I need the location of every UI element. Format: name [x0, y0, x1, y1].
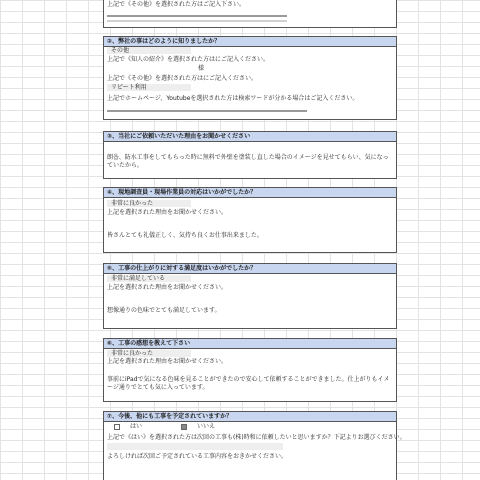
section-4 — [103, 187, 397, 253]
section-7-no-label: いいえ — [197, 423, 216, 430]
section-6-answer[interactable]: 事前にiPadで気になる色味を見ることができたので安心して依頼することができました。仕上がりもイメージ通りでとても気に入っています。 — [107, 376, 390, 391]
section-7-yes-checkbox[interactable] — [114, 424, 120, 430]
section-4-option[interactable]: 非常に良かった — [107, 200, 191, 207]
section-7-next-select[interactable] — [107, 443, 283, 450]
section-1-tail — [103, 0, 397, 28]
section-2-option-2[interactable]: リピート利用 — [107, 84, 191, 91]
section-4-answer[interactable]: 皆さんとても礼儀正しく、気持ち良くお仕事出来ました。 — [107, 232, 263, 239]
section-3-title: ③、当社にご依頼いただいた理由をお聞かせください — [104, 132, 396, 142]
section-7-title: ⑦、今後、他にも工事を予定されていますか？ — [104, 412, 396, 422]
section-2-answer-line — [107, 110, 307, 112]
section-7 — [103, 411, 406, 480]
section-1-answer-line — [107, 15, 287, 17]
section-2-other-note: 上記で《その他》を選択された方はにご記入ください。 — [107, 75, 258, 82]
section-3 — [103, 131, 397, 179]
section-6-reason-note: 上記を選択された理由をお聞かせください。 — [107, 358, 228, 365]
section-5-answer[interactable]: 想像通りの色味でとても満足しています。 — [107, 307, 221, 314]
section-7-plan-note: よろしければ次回ご予定されている工事内容をおきかせください。 — [107, 453, 288, 460]
section-5 — [103, 263, 397, 329]
section-1-answer-line-2 — [107, 20, 287, 22]
section-5-option[interactable]: 非常に満足している — [107, 275, 191, 282]
section-5-reason-note: 上記を選択された理由をお聞かせください。 — [107, 284, 228, 291]
section-7-next-note: 上記で《はい》を選択された方は次回の工事も(株)時和に依頼したいと思いますか？下記よりお選びください。 — [107, 434, 406, 441]
section-6-option[interactable]: 非常に良かった — [107, 350, 191, 357]
section-2 — [103, 36, 397, 120]
section-4-title: ④、現地調査員・現場作業員の対応はいかがでしたか？ — [104, 188, 396, 198]
section-1-other-note: 上記で《その他》を選択された方はご記入下さい。 — [107, 1, 246, 8]
section-2-referral-note: 上記で《知人の紹介》を選択された方はにご記入ください。 — [107, 56, 270, 63]
section-3-answer[interactable]: 朗읍、防水工事をしてもらった時に無料で外壁を塗装し直した場合のイメージを見せてもらい、気になっていたから。 — [107, 154, 389, 169]
section-7-yes-label: はい — [130, 423, 143, 430]
section-2-referral-answer[interactable]: 様 — [198, 65, 205, 72]
section-6-title: ⑥、工事の感想を教えて下さい — [104, 339, 396, 349]
section-4-reason-note: 上記を選択された理由をお聞かせください。 — [107, 209, 228, 216]
section-2-search-note: 上記でホームページ、Youtubeを選択された方は検索ワードが分かる場合はご記入ください。 — [107, 95, 359, 102]
section-7-no-checkbox[interactable] — [181, 424, 187, 430]
section-6 — [103, 338, 397, 402]
section-2-title: ②、弊社の事はどのように知りましたか？ — [104, 37, 396, 47]
section-5-title: ⑤、工事の仕上がりに対する満足度はいかがでしたか？ — [104, 264, 396, 274]
section-2-option-1[interactable]: その他 — [107, 47, 191, 54]
